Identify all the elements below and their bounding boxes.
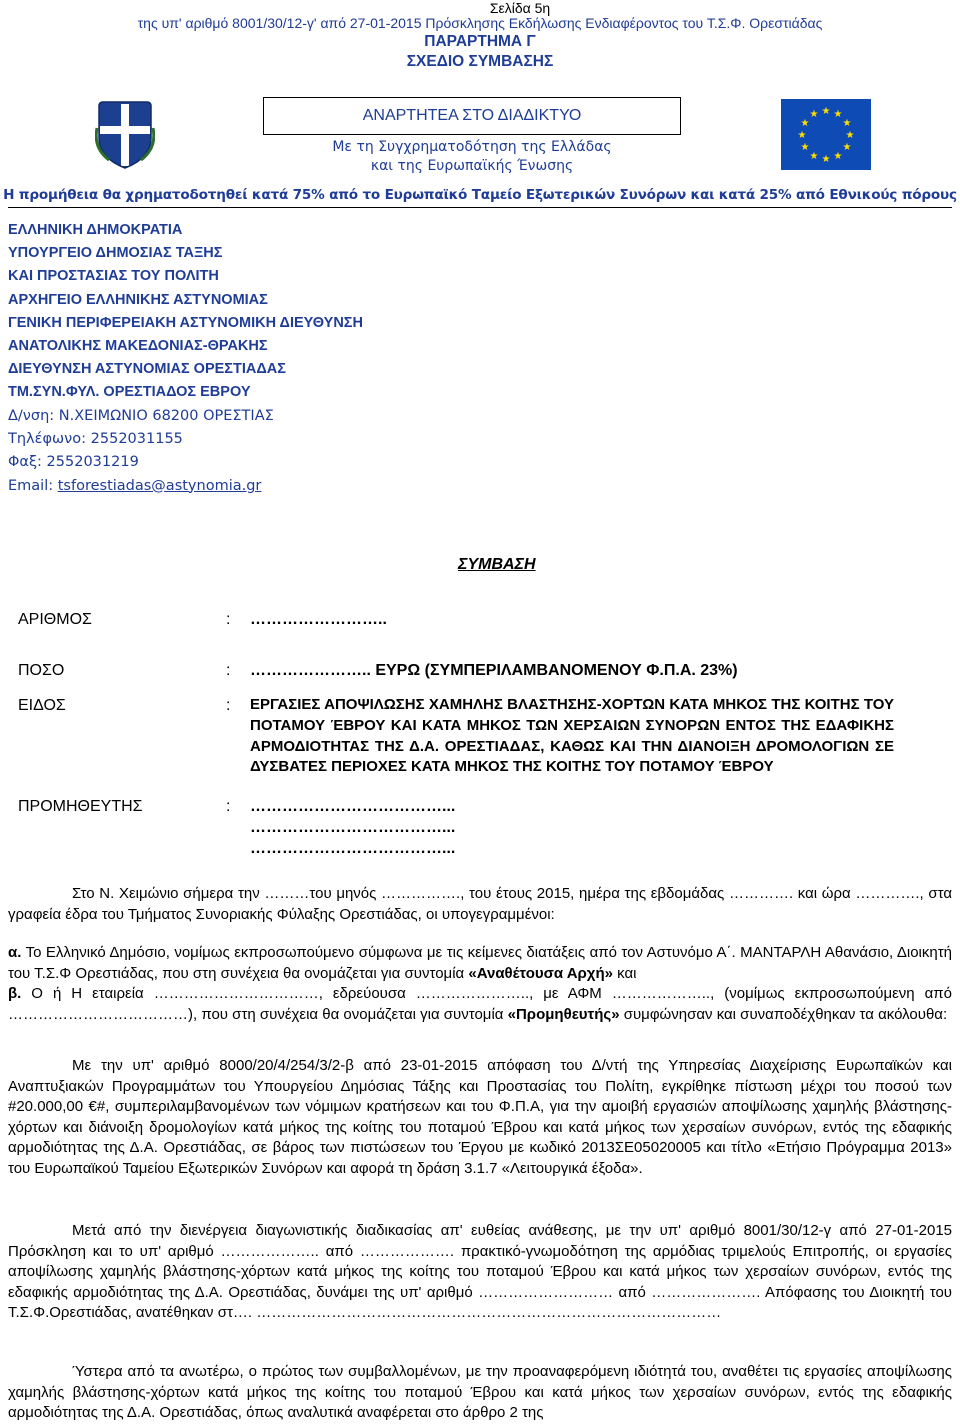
- assignment-paragraph: Ύστερα από τα ανωτέρω, ο πρώτος των συμβαλλομένων, με την προαναφερόμενη ιδιότητά του, αναθέτει τις εργασίες αποψίλωσης χαμηλής βλάστησης-χόρτων κατά μήκος της κοίτης του ποταμού Έβρου και κατά μήκος των χερσαίων συνόρων, εντός της εδαφικής αρμοδιότητας της Δ.Α. Ορεστιάδας, όπως αναλυτικά αναφέρεται στο άρθρο 2 της: [8, 1363, 952, 1422]
- parties-block: [8, 943, 952, 1025]
- contract-title: ΣΥΜΒΑΣΗ: [458, 556, 536, 573]
- svg-text:★: ★: [821, 154, 831, 165]
- email-label: Email:: [8, 477, 58, 494]
- supplier-label: ΠΡΟΜΗΘΕΥΤΗΣ: [18, 798, 143, 815]
- agency-block: [8, 219, 363, 405]
- funding-statement: Η προμήθεια θα χρηματοδοτηθεί κατά 75% από το Ευρωπαϊκό Ταμείο Εξωτερικών Συνόρων και κατά 25% από Εθνικούς πόρους: [3, 187, 957, 203]
- party-a-marker: α.: [8, 944, 22, 961]
- eu-flag-icon: [781, 99, 871, 170]
- intro-paragraph: Στο Ν. Χειμώνιο σήμερα την ………του μηνός ……………., του έτους 2015, ημέρα της εβδομάδας …………. και ώρα …………., στα γραφεία έδρα του Τμήματος Συνοριακής Φύλαξης Ορεστιάδας, οι υπογεγραμμένοι:: [8, 885, 952, 923]
- cofunding-line-1: Με τη Συγχρηματοδότηση της Ελλάδας: [332, 139, 612, 155]
- email-row: [8, 475, 274, 498]
- email-link[interactable]: tsforestiadas@astynomia.gr: [57, 477, 262, 494]
- header-divider: [8, 207, 952, 208]
- agency-line: ΔΙΕΥΘΥΝΣΗ ΑΣΤΥΝΟΜΙΑΣ ΟΡΕΣΤΙΑΔΑΣ: [8, 361, 286, 378]
- party-a-end: και: [612, 964, 637, 982]
- address: Δ/νση: Ν.ΧΕΙΜΩΝΙΟ 68200 ΟΡΕΣΤΙΑΣ: [8, 408, 274, 424]
- svg-text:★: ★: [800, 142, 810, 153]
- agency-line: ΓΕΝΙΚΗ ΠΕΡΙΦΕΡΕΙΑΚΗ ΑΣΤΥΝΟΜΙΚΗ ΔΙΕΥΘΥΝΣΗ: [8, 314, 363, 331]
- party-b-alias: «Προμηθευτής»: [507, 1005, 620, 1023]
- colon: :: [226, 798, 231, 815]
- supplier-line-2: ………………………………...: [250, 819, 456, 836]
- approval-paragraph: Με την υπ' αριθμό 8000/20/4/254/3/2-β από 23-01-2015 απόφαση του Δ/ντή της Υπηρεσίας Διαχείρισης Ευρωπαϊκών και Αναπτυξιακών Προγραμμάτων του Υπουργείου Δημόσιας Τάξης και Προστασίας του Πολίτη, εγκρίθηκε πίστωση μέχρι του ποσού των #20.000,00 €#, συμπεριλαμβανομένων των νόμιμων κρατήσεων και του Φ.Π.Α, για την αμοιβή εργασιών αποψίλωσης χαμηλής βλάστησης-χόρτων και διάνοιξη δρομολογίων κατά μήκος της κοίτης του ποταμού Έβρου και κατά μήκος των χερσαίων συνόρων, εντός της εδαφικής αρμοδιότητας της Δ.Α. Ορεστιάδας, σε βάρος των πιστώσεων του Έργου με κωδικό 2013ΣΕ05020005 και τίτλο «Ετήσιο Πρόγραμμα 2013» του Ευρωπαϊκού Ταμείου Εξωτερικών Συνόρων και αφορά τη δράση 3.1.7 «Λειτουργικά έξοδα».: [8, 1057, 952, 1177]
- colon: :: [226, 611, 231, 628]
- svg-text:★: ★: [797, 130, 807, 141]
- number-value: ……………………..: [250, 611, 387, 628]
- type-value: ΕΡΓΑΣΙΕΣ ΑΠΟΨΙΛΩΣΗΣ ΧΑΜΗΛΗΣ ΒΛΑΣΤΗΣΗΣ-ΧΟΡΤΩΝ ΚΑΤΑ ΜΗΚΟΣ ΤΗΣ ΚΟΙΤΗΣ ΤΟΥ ΠΟΤΑΜΟΥ ΈΒΡΟΥ ΚΑΙ ΚΑΤΑ ΜΗΚΟΣ ΤΩΝ ΧΕΡΣΑΙΩΝ ΣΥΝΟΡΩΝ ΕΝΤΟΣ ΤΗΣ ΕΔΑΦΙΚΗΣ ΑΡΜΟΔΙΟΤΗΤΑΣ ΤΗΣ Δ.Α. ΟΡΕΣΤΙΑΔΑΣ, ΚΑΘΩΣ ΚΑΙ ΤΗΝ ΔΙΑΝΟΙΞΗ ΔΡΟΜΟΛΟΓΙΩΝ ΣΕ ΔΥΣΒΑΤΕΣ ΠΕΡΙΟΧΕΣ ΚΑΤΑ ΜΗΚΟΣ ΤΗΣ ΚΟΙΤΗΣ ΤΟΥ ΠΟΤΑΜΟΥ ΈΒΡΟΥ: [250, 696, 894, 776]
- party-b-marker: β.: [8, 985, 22, 1003]
- party-b: [8, 984, 952, 1025]
- posted-online-notice: ΑΝΑΡΤΗΤΕΑ ΣΤΟ ΔΙΑΔΙΚΤΥΟ: [263, 97, 681, 135]
- appendix-title: ΠΑΡΑΡΤΗΜΑ Γ: [424, 33, 536, 50]
- svg-text:★: ★: [842, 142, 852, 153]
- colon: :: [226, 697, 231, 714]
- cofunding-line-2: και της Ευρωπαϊκής Ένωσης: [370, 158, 574, 174]
- agency-line: ΑΡΧΗΓΕΙΟ ΕΛΛΗΝΙΚΗΣ ΑΣΤΥΝΟΜΙΑΣ: [8, 291, 268, 308]
- supplier-line-1: ………………………………...: [250, 798, 456, 815]
- agency-line: ΤΜ.ΣΥΝ.ΦΥΛ. ΟΡΕΣΤΙΑΔΟΣ ΕΒΡΟΥ: [8, 384, 251, 401]
- party-b-end: συμφώνησαν και συναποδέχθηκαν τα ακόλουθα:: [619, 1005, 948, 1023]
- svg-text:★: ★: [809, 109, 819, 120]
- reference-line: της υπ' αριθμό 8001/30/12-γ' από 27-01-2015 Πρόσκλησης Εκδήλωσης Ενδιαφέροντος του Τ.Σ.Φ. Ορεστιάδας: [137, 15, 823, 31]
- svg-text:★: ★: [800, 118, 810, 129]
- colon: :: [226, 662, 231, 679]
- svg-text:★: ★: [821, 106, 831, 117]
- party-a-text: Το Ελληνικό Δημόσιο, νομίμως εκπροσωπούμενο σύμφωνα με τις κείμενες διατάξεις από τον Αστυνόμο Α΄. ΜΑΝΤΑΡΛΗ Αθανάσιο, Διοικητή του Τ.Σ.Φ Ορεστιάδας, που στη συνέχεια θα ονομάζεται για συντομία: [8, 944, 952, 982]
- phone: Τηλέφωνο: 2552031155: [8, 431, 183, 448]
- number-label: ΑΡΙΘΜΟΣ: [18, 611, 92, 628]
- award-paragraph: Μετά από την διενέργεια διαγωνιστικής διαδικασίας απ' ευθείας ανάθεσης, με την υπ' αριθμό 8001/30/12-γ από 27-01-2015 Πρόσκληση και το υπ' αριθμό ……………….. από ………………. πρακτικό-γνωμοδότηση της αρμόδιας τριμελούς Επιτροπής, οι εργασίες αποψίλωσης χαμηλής βλάστησης-χόρτων κατά μήκος της κοίτης του ποταμού Έβρου και κατά μήκος των χερσαίων συνόρων, εντός της εδαφικής αρμοδιότητας της Δ.Α. Ορεστιάδας, δυνάμει της υπ' αριθμό ……………………… από …………………. Απόφασης του Διοικητή του Τ.Σ.Φ.Ορεστιάδας, ανατέθηκαν στ…. …………………………………………………………………………………: [8, 1222, 952, 1322]
- svg-text:★: ★: [845, 130, 855, 141]
- svg-text:★: ★: [833, 151, 843, 162]
- svg-text:★: ★: [833, 109, 843, 120]
- party-a: [8, 943, 952, 984]
- svg-text:★: ★: [842, 118, 852, 129]
- fax: Φαξ: 2552031219: [8, 454, 139, 471]
- agency-line: ΥΠΟΥΡΓΕΙΟ ΔΗΜΟΣΙΑΣ ΤΑΞΗΣ: [8, 245, 223, 262]
- amount-label: ΠΟΣΟ: [18, 662, 65, 679]
- amount-value: ………………….. ΕΥΡΩ (ΣΥΜΠΕΡΙΛΑΜΒΑΝΟΜΕΝΟΥ Φ.Π.Α. 23%): [250, 662, 738, 679]
- greek-coat-of-arms-icon: [95, 98, 155, 170]
- party-a-alias: «Αναθέτουσα Αρχή»: [468, 964, 613, 982]
- party-b-text: Ο ή Η εταιρεία ……………………………, εδρεύουσα ………………….., με ΑΦΜ ……………….., (νομίμως εκπροσωπούμενη από ………………………………), που στη συνέχεια θα ονομάζεται για συντομία: [8, 985, 952, 1023]
- agency-line: ΚΑΙ ΠΡΟΣΤΑΣΙΑΣ ΤΟΥ ΠΟΛΙΤΗ: [8, 268, 219, 285]
- draft-title: ΣΧΕΔΙΟ ΣΥΜΒΑΣΗΣ: [406, 53, 554, 70]
- agency-line: ΑΝΑΤΟΛΙΚΗΣ ΜΑΚΕΔΟΝΙΑΣ-ΘΡΑΚΗΣ: [8, 338, 268, 355]
- supplier-line-3: ………………………………...: [250, 840, 456, 857]
- contact-block: [8, 405, 274, 498]
- svg-text:★: ★: [809, 151, 819, 162]
- agency-line: ΕΛΛΗΝΙΚΗ ΔΗΜΟΚΡΑΤΙΑ: [8, 222, 183, 238]
- type-label: ΕΙΔΟΣ: [18, 697, 66, 714]
- page-number: Σελίδα 5η: [489, 0, 551, 16]
